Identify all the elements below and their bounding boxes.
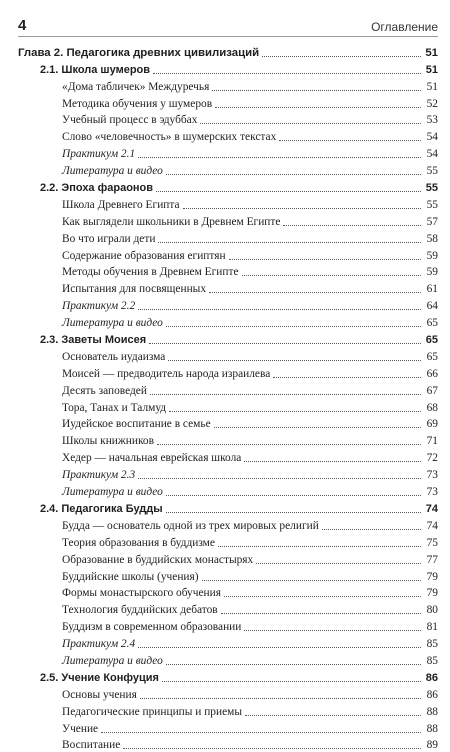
dot-leader bbox=[158, 241, 421, 243]
page-number: 4 bbox=[18, 17, 27, 34]
dot-leader bbox=[156, 190, 421, 192]
toc-item bbox=[18, 702, 438, 719]
toc-section bbox=[18, 60, 438, 77]
toc-item bbox=[18, 550, 438, 567]
toc-item bbox=[18, 448, 438, 465]
dot-leader bbox=[166, 325, 421, 327]
toc-entry-title: Литература и видео bbox=[62, 654, 163, 667]
toc-item bbox=[18, 296, 438, 313]
toc-item bbox=[18, 516, 438, 533]
dot-leader bbox=[162, 680, 421, 682]
toc-page-number: 64 bbox=[426, 300, 438, 313]
toc-item bbox=[18, 313, 438, 330]
dot-leader bbox=[138, 308, 421, 310]
dot-leader bbox=[157, 443, 421, 445]
toc-page-number: 69 bbox=[426, 418, 438, 431]
toc-page-number: 88 bbox=[426, 722, 438, 735]
dot-leader bbox=[138, 156, 421, 158]
toc-page-number: 75 bbox=[426, 536, 438, 549]
toc-page-number: 74 bbox=[426, 519, 438, 532]
toc-item bbox=[18, 398, 438, 415]
toc-entry-title: Хедер — начальная еврейская школа bbox=[62, 452, 242, 465]
toc-entry-title: Практикум 2.4 bbox=[62, 638, 136, 651]
toc-entry-title: Десять заповедей bbox=[62, 384, 147, 397]
toc-page-number: 59 bbox=[426, 266, 438, 279]
toc-page-number: 89 bbox=[426, 739, 438, 752]
dot-leader bbox=[166, 494, 421, 496]
toc-page-number: 80 bbox=[426, 604, 438, 617]
toc-page-number: 55 bbox=[426, 198, 438, 211]
dot-leader bbox=[229, 258, 421, 260]
dot-leader bbox=[166, 663, 421, 665]
dot-leader bbox=[149, 342, 421, 344]
toc-entry-title: 2.3. Заветы Моисея bbox=[40, 334, 147, 347]
table-of-contents bbox=[18, 43, 438, 752]
toc-page-number: 71 bbox=[426, 435, 438, 448]
toc-item bbox=[18, 94, 438, 111]
toc-entry-title: Основы учения bbox=[62, 688, 137, 701]
toc-entry-title: Как выглядели школьники в Древнем Египте bbox=[62, 215, 281, 228]
toc-section bbox=[18, 178, 438, 195]
toc-page-number: 86 bbox=[425, 671, 438, 684]
toc-entry-title: Формы монастырского обучения bbox=[62, 587, 221, 600]
toc-entry-title: Буддизм в современном образовании bbox=[62, 621, 242, 634]
toc-entry-title: Методы обучения в Древнем Египте bbox=[62, 266, 239, 279]
toc-entry-title: Моисей — предводитель народа израилева bbox=[62, 367, 271, 380]
toc-page-number: 52 bbox=[426, 97, 438, 110]
toc-entry-title: Практикум 2.3 bbox=[62, 469, 136, 482]
toc-page-number: 77 bbox=[426, 553, 438, 566]
toc-entry-title: Во что играли дети bbox=[62, 232, 156, 245]
toc-page-number: 79 bbox=[426, 587, 438, 600]
toc-item bbox=[18, 381, 438, 398]
toc-page-number: 74 bbox=[425, 502, 438, 515]
toc-page-number: 72 bbox=[426, 452, 438, 465]
toc-entry-title: Практикум 2.1 bbox=[62, 148, 136, 161]
toc-item bbox=[18, 719, 438, 736]
toc-entry-title: Теория образования в буддизме bbox=[62, 536, 215, 549]
dot-leader bbox=[221, 612, 421, 614]
toc-entry-title: Литература и видео bbox=[62, 165, 163, 178]
toc-page-number: 68 bbox=[426, 401, 438, 414]
toc-entry-title: 2.2. Эпоха фараонов bbox=[40, 182, 154, 195]
dot-leader bbox=[273, 376, 421, 378]
toc-item bbox=[18, 465, 438, 482]
toc-entry-title: Основатель иудаизма bbox=[62, 350, 166, 363]
toc-item bbox=[18, 567, 438, 584]
toc-item bbox=[18, 634, 438, 651]
toc-entry-title: Практикум 2.2 bbox=[62, 300, 136, 313]
dot-leader bbox=[244, 629, 421, 631]
toc-page-number: 59 bbox=[426, 249, 438, 262]
toc-entry-title: Учебный процесс в эдуббах bbox=[62, 114, 198, 127]
toc-section bbox=[18, 499, 438, 516]
toc-page-number: 67 bbox=[426, 384, 438, 397]
toc-entry-title: 2.4. Педагогика Будды bbox=[40, 502, 163, 515]
toc-item bbox=[18, 195, 438, 212]
toc-entry-title: Будда — основатель одной из трех мировых религий bbox=[62, 519, 319, 532]
toc-entry-title: Глава 2. Педагогика древних цивилизаций bbox=[18, 46, 260, 59]
dot-leader bbox=[168, 359, 421, 361]
toc-entry-title: Буддийские школы (учения) bbox=[62, 570, 199, 583]
toc-item bbox=[18, 736, 438, 752]
toc-page-number: 85 bbox=[426, 638, 438, 651]
toc-item bbox=[18, 144, 438, 161]
toc-item bbox=[18, 229, 438, 246]
dot-leader bbox=[214, 426, 421, 428]
toc-page-number: 51 bbox=[426, 80, 438, 93]
toc-item bbox=[18, 279, 438, 296]
toc-page-number: 66 bbox=[426, 367, 438, 380]
toc-item bbox=[18, 263, 438, 280]
toc-page-number: 51 bbox=[425, 46, 438, 59]
dot-leader bbox=[202, 579, 421, 581]
toc-item bbox=[18, 685, 438, 702]
toc-entry-title: Педагогические принципы и приемы bbox=[62, 705, 243, 718]
toc-page-number: 53 bbox=[426, 114, 438, 127]
toc-entry-title: Учение bbox=[62, 722, 99, 735]
dot-leader bbox=[138, 477, 421, 479]
dot-leader bbox=[209, 291, 421, 293]
toc-entry-title: Содержание образования египтян bbox=[62, 249, 226, 262]
dot-leader bbox=[283, 224, 421, 226]
toc-entry-title: Технология буддийских дебатов bbox=[62, 604, 218, 617]
toc-entry-title: Литература и видео bbox=[62, 486, 163, 499]
toc-section bbox=[18, 330, 438, 347]
toc-entry-title: Школы книжников bbox=[62, 435, 154, 448]
toc-page-number: 79 bbox=[426, 570, 438, 583]
toc-chapter bbox=[18, 43, 438, 60]
dot-leader bbox=[256, 562, 421, 564]
toc-page-number: 51 bbox=[425, 63, 438, 76]
toc-entry-title: Методика обучения у шумеров bbox=[62, 97, 213, 110]
dot-leader bbox=[200, 122, 421, 124]
dot-leader bbox=[245, 714, 421, 716]
toc-page-number: 58 bbox=[426, 232, 438, 245]
toc-item bbox=[18, 111, 438, 128]
page-header bbox=[18, 14, 438, 37]
toc-item bbox=[18, 600, 438, 617]
toc-entry-title: Воспитание bbox=[62, 739, 121, 752]
toc-item bbox=[18, 415, 438, 432]
dot-leader bbox=[212, 89, 421, 91]
toc-item bbox=[18, 584, 438, 601]
toc-item bbox=[18, 161, 438, 178]
toc-item bbox=[18, 77, 438, 94]
toc-page-number: 65 bbox=[426, 350, 438, 363]
dot-leader bbox=[242, 274, 421, 276]
toc-page-number: 85 bbox=[426, 654, 438, 667]
toc-entry-title: «Дома табличек» Междуречья bbox=[62, 80, 210, 93]
toc-page-number: 73 bbox=[426, 486, 438, 499]
toc-section bbox=[18, 668, 438, 685]
toc-item bbox=[18, 651, 438, 668]
toc-item bbox=[18, 364, 438, 381]
toc-page-number: 65 bbox=[425, 334, 438, 347]
dot-leader bbox=[224, 595, 421, 597]
toc-entry-title: Тора, Танах и Талмуд bbox=[62, 401, 167, 414]
toc-entry-title: Испытания для посвященных bbox=[62, 283, 207, 296]
dot-leader bbox=[153, 72, 421, 74]
dot-leader bbox=[169, 410, 421, 412]
toc-page-number: 73 bbox=[426, 469, 438, 482]
toc-entry-title: 2.1. Школа шумеров bbox=[40, 63, 151, 76]
toc-entry-title: Иудейское воспитание в семье bbox=[62, 418, 211, 431]
toc-page-number: 61 bbox=[426, 283, 438, 296]
dot-leader bbox=[262, 55, 421, 57]
toc-item bbox=[18, 482, 438, 499]
dot-leader bbox=[244, 460, 421, 462]
running-title: Оглавление bbox=[371, 20, 438, 34]
toc-page-number: 57 bbox=[426, 215, 438, 228]
dot-leader bbox=[279, 139, 421, 141]
dot-leader bbox=[166, 173, 421, 175]
dot-leader bbox=[140, 697, 421, 699]
dot-leader bbox=[101, 731, 421, 733]
toc-item bbox=[18, 347, 438, 364]
toc-page-number: 55 bbox=[425, 182, 438, 195]
dot-leader bbox=[215, 106, 421, 108]
dot-leader bbox=[150, 393, 421, 395]
toc-item bbox=[18, 617, 438, 634]
toc-entry-title: Образование в буддийских монастырях bbox=[62, 553, 254, 566]
dot-leader bbox=[123, 747, 421, 749]
toc-item bbox=[18, 533, 438, 550]
toc-entry-title: 2.5. Учение Конфуция bbox=[40, 671, 159, 684]
toc-item bbox=[18, 212, 438, 229]
toc-page-number: 54 bbox=[426, 148, 438, 161]
toc-page-number: 86 bbox=[426, 688, 438, 701]
toc-entry-title: Школа Древнего Египта bbox=[62, 198, 180, 211]
toc-page-number: 88 bbox=[426, 705, 438, 718]
toc-item bbox=[18, 246, 438, 263]
dot-leader bbox=[166, 511, 421, 513]
toc-page-number: 54 bbox=[426, 131, 438, 144]
dot-leader bbox=[183, 207, 421, 209]
toc-item bbox=[18, 127, 438, 144]
toc-page-number: 81 bbox=[426, 621, 438, 634]
toc-entry-title: Литература и видео bbox=[62, 317, 163, 330]
dot-leader bbox=[218, 545, 421, 547]
dot-leader bbox=[322, 528, 421, 530]
toc-page-number: 65 bbox=[426, 317, 438, 330]
dot-leader bbox=[138, 646, 421, 648]
toc-entry-title: Слово «человечность» в шумерских текстах bbox=[62, 131, 277, 144]
toc-page-number: 55 bbox=[426, 165, 438, 178]
toc-item bbox=[18, 431, 438, 448]
